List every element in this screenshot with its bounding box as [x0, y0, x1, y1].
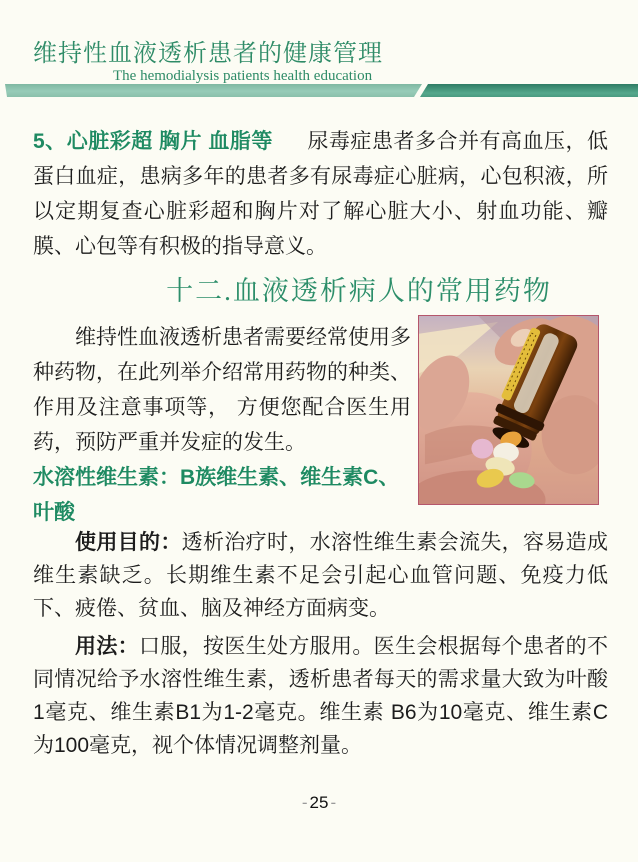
header-band [0, 84, 638, 97]
paragraph-text: 尿毒症患者多合并有高血压，低蛋白血症，患病多年的患者多有尿毒症心脏病，心包积液，所以定期复查心脏彩超和胸片对了解心脏大小、射血功能、瓣膜、心包等有积极的指导意义。 [33, 130, 608, 258]
paragraph-usage-purpose [33, 526, 608, 625]
paragraph-dosage [33, 630, 608, 762]
header-band-light-segment [5, 84, 422, 97]
page-number-dash-right: - [330, 793, 337, 812]
paragraph-common-drugs-intro [33, 320, 411, 530]
pills-photo-graphic [419, 316, 598, 504]
dosage-label: 用法： [75, 635, 139, 658]
section-heading: 十二.血液透析病人的常用药物 [166, 276, 552, 306]
pills-photo [418, 315, 599, 505]
page-subtitle: The hemodialysis patients health education [113, 68, 373, 84]
paragraph-text: 维持性血液透析患者需要经常使用多种药物，在此列举介绍常用药物的种类、作用及注意事项等， 方便您配合医生用药，预防严重并发症的发生。 [33, 326, 411, 454]
paragraph-text: 透析治疗时，水溶性维生素会流失，容易造成维生素缺乏。长期维生素不足会引起心血管问题、免疫力低下、疲倦、贫血、脑及神经方面病变。 [33, 531, 609, 620]
page-number-value: 25 [309, 793, 329, 812]
page-title: 维持性血液透析患者的健康管理 [33, 41, 383, 67]
header-band-dark-segment [420, 84, 638, 97]
paragraph-green-label: 5、心脏彩超 胸片 血脂等 [33, 130, 273, 153]
page-number [0, 793, 638, 813]
paragraph-text: 口服，按医生处方服用。医生会根据每个患者的不同情况给予水溶性维生素，透析患者每天的需求量大致为叶酸1毫克、维生素B1为1-2毫克。维生素 B6为10毫克、维生素C为100毫克，视个体情况调整剂量。 [33, 635, 608, 757]
page-number-dash-left: - [301, 793, 308, 812]
purpose-label: 使用目的： [75, 531, 182, 554]
paragraph-heart-checkup [33, 124, 608, 264]
subhead-water-soluble-vitamins: 水溶性维生素：B族维生素、维生素C、叶酸 [33, 466, 400, 524]
pill-pink [471, 439, 493, 459]
